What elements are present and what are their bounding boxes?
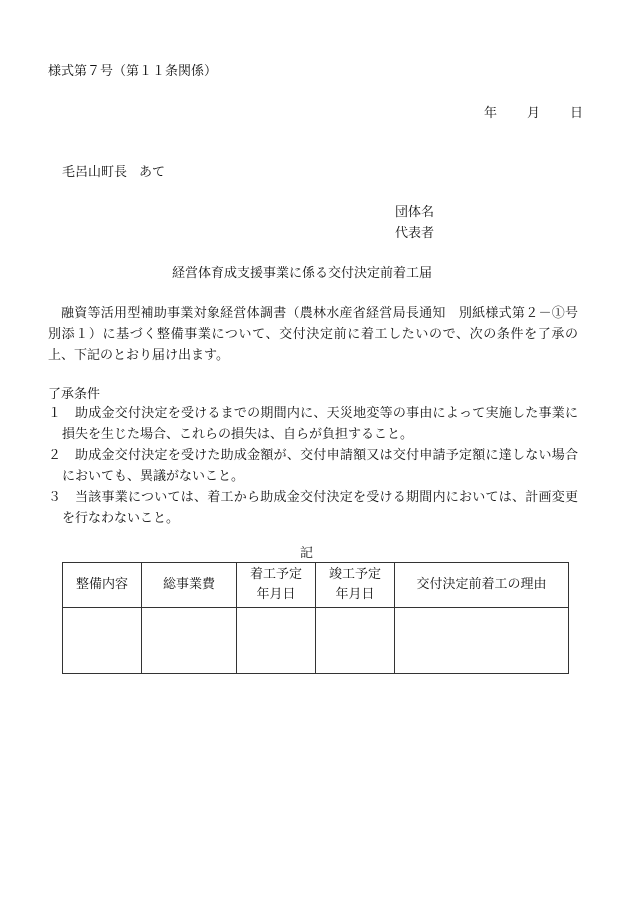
- cell-start-date[interactable]: [237, 608, 316, 674]
- cell-total-cost[interactable]: [142, 608, 237, 674]
- condition-item: [48, 487, 578, 529]
- condition-item: [48, 403, 578, 445]
- table-header-row: [63, 563, 569, 608]
- cell-maintenance-content[interactable]: [63, 608, 142, 674]
- date-year: 年: [484, 106, 498, 121]
- condition-item: [48, 445, 578, 487]
- addressee-suffix: あて: [139, 165, 166, 180]
- condition-text: 当該事業については、着工から助成金交付決定を受ける期間内においては、計画変更を行なわないこと。: [62, 490, 578, 526]
- header-total-cost: 総事業費: [142, 563, 237, 608]
- condition-text: 助成金交付決定を受けるまでの期間内に、天災地変等の事由によって実施した事業に損失を生じた場合、これらの損失は、自らが負担すること。: [62, 406, 578, 442]
- date-month: 月: [527, 106, 541, 121]
- addressee-name: 毛呂山町長: [62, 165, 128, 180]
- organization-label: 団体名: [395, 205, 435, 220]
- conditions-list: [48, 403, 578, 529]
- header-maintenance-content: 整備内容: [63, 563, 142, 608]
- conditions-heading: 了承条件: [48, 387, 101, 402]
- cell-reason[interactable]: [395, 608, 569, 674]
- date-day: 日: [570, 106, 584, 121]
- form-number: 様式第７号（第１１条関係）: [48, 64, 218, 79]
- table-row: [63, 608, 569, 674]
- project-table: [62, 562, 569, 674]
- condition-number: １: [48, 406, 62, 421]
- condition-number: ３: [48, 490, 62, 505]
- document-title: 経営体育成支援事業に係る交付決定前着工届: [172, 266, 433, 281]
- representative-label: 代表者: [395, 226, 435, 241]
- cell-completion-date[interactable]: [316, 608, 395, 674]
- condition-number: ２: [48, 448, 62, 463]
- header-completion-date: 竣工予定 年月日: [316, 563, 395, 608]
- body-paragraph: 融資等活用型補助事業対象経営体調書（農林水産省経営局長通知 別紙様式第２－①号別添１）に基づく整備事業について、交付決定前に着工したいので、次の条件を了承の上、下記のとおり届け出ます。: [48, 306, 578, 363]
- header-reason: 交付決定前着工の理由: [395, 563, 569, 608]
- ki-heading: 記: [300, 546, 314, 561]
- addressee: [62, 163, 165, 183]
- header-start-date: 着工予定 年月日: [237, 563, 316, 608]
- condition-text: 助成金交付決定を受けた助成金額が、交付申請額又は交付申請予定額に達しない場合においても、異議がないこと。: [62, 448, 578, 484]
- date-line: [460, 104, 583, 124]
